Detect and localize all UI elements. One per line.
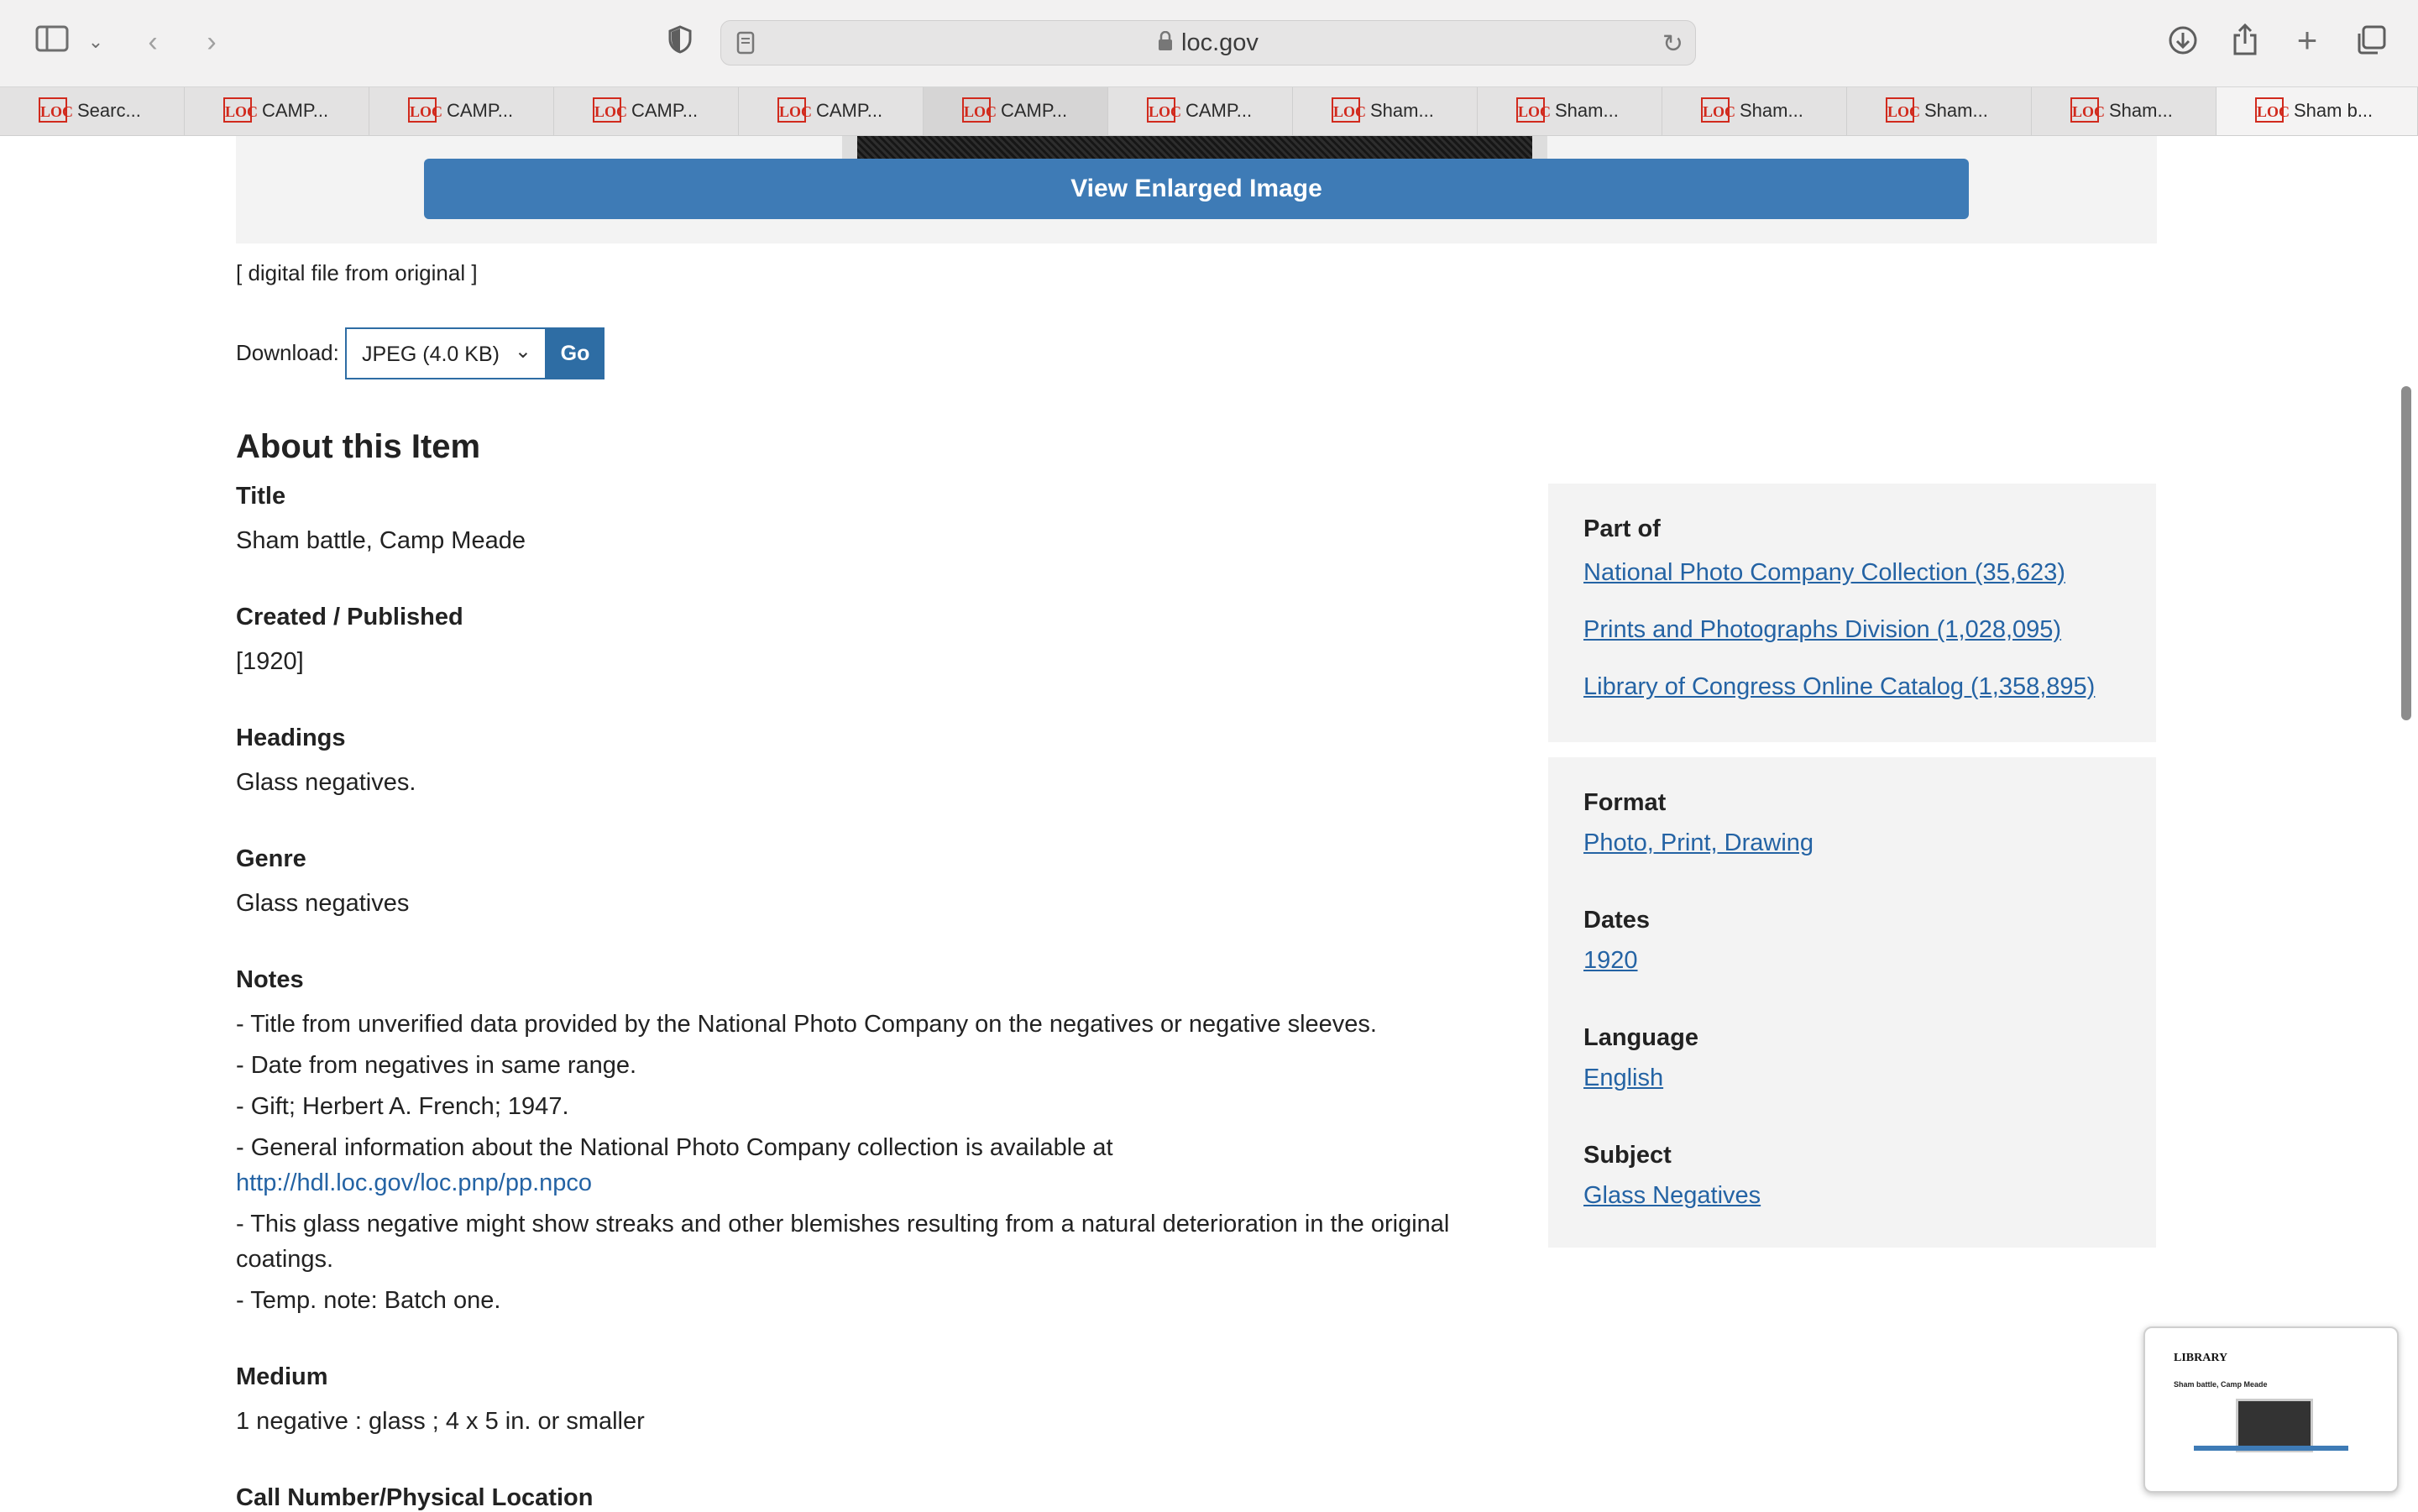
- note-item: - This glass negative might show streaks and other blemishes resulting from a natural deterioration in the original coatings.: [236, 1211, 1450, 1273]
- field-label-title: Title: [236, 483, 286, 510]
- tab-label: Sham...: [1555, 100, 1619, 121]
- tab-label: CAMP...: [447, 100, 514, 121]
- note-item: - Temp. note: Batch one.: [236, 1287, 501, 1314]
- loc-favicon-icon: LOC: [962, 97, 991, 123]
- part-of-link[interactable]: Library of Congress Online Catalog (1,358,895): [1583, 673, 2096, 700]
- download-go-button[interactable]: Go: [546, 327, 604, 379]
- note-item: - Gift; Herbert A. French; 1947.: [236, 1093, 569, 1120]
- tab[interactable]: [1847, 87, 2032, 135]
- sidebar-toggle-icon[interactable]: [34, 25, 71, 60]
- field-label-call-number: Call Number/Physical Location: [236, 1484, 594, 1511]
- loc-favicon-icon: LOC: [223, 97, 252, 123]
- subject-label: Subject: [1583, 1142, 1672, 1169]
- field-label-medium: Medium: [236, 1363, 328, 1390]
- page-preview-thumbnail[interactable]: [2143, 1326, 2399, 1493]
- download-format-select[interactable]: [345, 327, 547, 379]
- tab[interactable]: [0, 87, 185, 135]
- tab-label: Sham...: [2109, 100, 2173, 121]
- loc-favicon-icon: LOC: [1886, 97, 1914, 123]
- loc-favicon-icon: LOC: [2070, 97, 2099, 123]
- field-value-created: [1920]: [236, 648, 304, 675]
- loc-favicon-icon: LOC: [1332, 97, 1360, 123]
- format-link[interactable]: Photo, Print, Drawing: [1583, 829, 1814, 856]
- tab-label: Sham...: [1740, 100, 1803, 121]
- tab-active[interactable]: [2216, 87, 2418, 135]
- npco-collection-link[interactable]: http://hdl.loc.gov/loc.pnp/pp.npco: [236, 1169, 593, 1196]
- tab-label: CAMP...: [816, 100, 883, 121]
- tab-label: Searc...: [77, 100, 141, 121]
- reload-icon[interactable]: ↻: [1662, 30, 1683, 58]
- url-label: loc.gov: [1181, 29, 1259, 56]
- tab-label: Sham b...: [2294, 100, 2374, 121]
- new-tab-icon[interactable]: +: [2296, 20, 2318, 60]
- lock-icon: [1158, 30, 1173, 58]
- image-viewer: [236, 136, 2157, 243]
- language-label: Language: [1583, 1024, 1698, 1051]
- loc-favicon-icon: LOC: [593, 97, 621, 123]
- note-item: - General information about the National Photo Company collection is available at: [236, 1134, 1113, 1161]
- tab[interactable]: [739, 87, 924, 135]
- tab[interactable]: [2032, 87, 2216, 135]
- loc-favicon-icon: LOC: [408, 97, 437, 123]
- tab[interactable]: [1478, 87, 1662, 135]
- dates-label: Dates: [1583, 907, 1650, 934]
- browser-toolbar: [0, 0, 2418, 87]
- tab-strip: [0, 87, 2418, 136]
- field-label-headings: Headings: [236, 725, 346, 751]
- subject-link[interactable]: Glass Negatives: [1583, 1182, 1761, 1209]
- note-item-link-row: [236, 1165, 1495, 1201]
- download-format-value: JPEG (4.0 KB): [362, 343, 500, 366]
- part-of-link[interactable]: National Photo Company Collection (35,623): [1583, 559, 2065, 586]
- part-of-box: [1548, 484, 2156, 742]
- tab-overview-icon[interactable]: [2353, 25, 2389, 63]
- url-text: [721, 29, 1695, 58]
- format-label: Format: [1583, 789, 1667, 816]
- field-value-headings: Glass negatives.: [236, 769, 416, 796]
- preview-image: [2236, 1399, 2313, 1452]
- field-value-medium: 1 negative : glass ; 4 x 5 in. or smaller: [236, 1408, 645, 1435]
- loc-favicon-icon: LOC: [1701, 97, 1730, 123]
- preview-bar: [2194, 1446, 2348, 1451]
- field-label-created: Created / Published: [236, 604, 463, 630]
- about-heading: About this Item: [236, 428, 481, 465]
- chevron-down-icon[interactable]: ⌄: [87, 31, 104, 52]
- tab-label: CAMP...: [1001, 100, 1068, 121]
- loc-favicon-icon: LOC: [39, 97, 67, 123]
- facets-box: [1548, 757, 2156, 1248]
- tab-label: CAMP...: [631, 100, 699, 121]
- field-label-notes: Notes: [236, 966, 304, 993]
- downloads-icon[interactable]: [2164, 25, 2201, 63]
- forward-icon[interactable]: ›: [207, 26, 217, 58]
- loc-favicon-icon: LOC: [1147, 97, 1175, 123]
- tab-label: Sham...: [1924, 100, 1988, 121]
- view-enlarged-image-button[interactable]: View Enlarged Image: [424, 159, 1969, 219]
- tab-label: CAMP...: [1185, 100, 1253, 121]
- note-item: - Title from unverified data provided by the National Photo Company on the negatives or negative sleeves.: [236, 1011, 1377, 1038]
- dates-link[interactable]: 1920: [1583, 947, 1638, 974]
- download-label: Download:: [236, 340, 339, 365]
- tab[interactable]: [554, 87, 739, 135]
- chevron-down-icon: ⌄: [514, 340, 531, 363]
- field-value-title: Sham battle, Camp Meade: [236, 527, 526, 554]
- note-item: - Date from negatives in same range.: [236, 1052, 637, 1079]
- tab[interactable]: [369, 87, 554, 135]
- scrollbar-thumb[interactable]: [2401, 386, 2411, 720]
- preview-logo: LIBRARY: [2174, 1352, 2228, 1364]
- part-of-link[interactable]: Prints and Photographs Division (1,028,095): [1583, 616, 2062, 643]
- tab-label: Sham...: [1370, 100, 1434, 121]
- digital-file-note: [ digital file from original ]: [236, 260, 478, 285]
- back-icon[interactable]: ‹: [148, 26, 158, 58]
- tab[interactable]: [924, 87, 1108, 135]
- field-label-genre: Genre: [236, 845, 306, 872]
- tab[interactable]: [1108, 87, 1293, 135]
- loc-favicon-icon: LOC: [777, 97, 806, 123]
- privacy-shield-icon[interactable]: [663, 25, 697, 61]
- field-value-genre: Glass negatives: [236, 890, 410, 917]
- language-link[interactable]: English: [1583, 1065, 1664, 1091]
- tab-label: CAMP...: [262, 100, 329, 121]
- preview-title: Sham battle, Camp Meade: [2174, 1380, 2268, 1389]
- part-of-label: Part of: [1583, 515, 1661, 542]
- address-bar[interactable]: [720, 20, 1696, 65]
- tab[interactable]: [1662, 87, 1847, 135]
- tab[interactable]: [185, 87, 369, 135]
- tab[interactable]: [1293, 87, 1478, 135]
- loc-favicon-icon: LOC: [1516, 97, 1545, 123]
- share-icon[interactable]: [2228, 24, 2262, 63]
- loc-favicon-icon: LOC: [2255, 97, 2284, 123]
